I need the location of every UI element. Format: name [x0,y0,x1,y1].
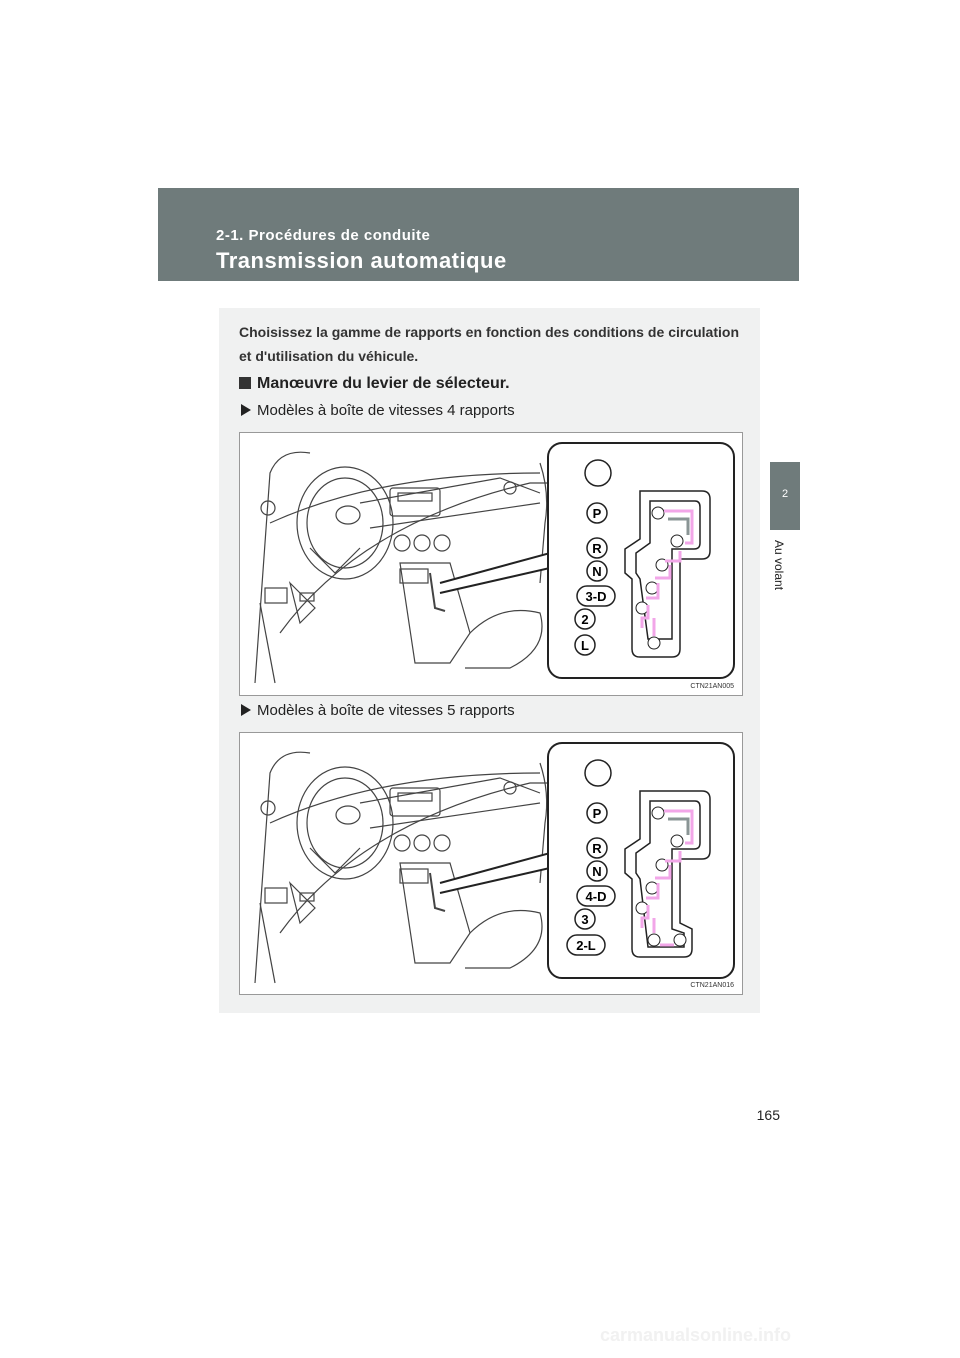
gear-label: N [592,864,602,879]
section-title: 2-1. Procédures de conduite [216,227,431,244]
gear-label: 3 [581,912,589,927]
figure-code: CTN21AN016 [690,982,734,989]
shift-figure-4speed [239,432,743,696]
gear-label: L [581,638,589,653]
page-number: 165 [756,1107,780,1123]
chapter-tab[interactable] [770,462,800,530]
figure-caption-1 [241,402,515,419]
watermark: carmanualsonline.info [600,1325,792,1345]
gear-label: 3-D [585,589,607,604]
gear-label: R [592,841,602,856]
gear-label: P [592,506,602,521]
chapter-label-text: Au volant [772,540,786,591]
figure-code: CTN21AN005 [690,683,734,690]
figure-caption-text: Modèles à boîte de vitesses 4 rapports [257,402,515,419]
gear-label: N [592,564,602,579]
gear-label: 2 [581,612,589,627]
chapter-label [772,540,796,630]
intro-paragraph: Choisissez la gamme de rapports en fonction des conditions de circulation et d'utilisation du véhicule. [239,324,739,364]
section-header [158,188,799,281]
gear-label: 4-D [585,889,607,904]
interior-illustration [240,433,742,695]
subsection-heading [239,375,510,393]
interior-illustration [240,733,742,994]
chapter-number: 2 [781,488,789,500]
gear-label: R [592,541,602,556]
content-panel [219,308,760,1013]
triangle-bullet-icon [241,404,251,416]
figure-caption-text: Modèles à boîte de vitesses 5 rapports [257,702,515,719]
square-bullet-icon [239,377,251,389]
triangle-bullet-icon [241,704,251,716]
subsection-heading-text: Manœuvre du levier de sélecteur. [257,375,510,392]
figure-caption-2 [241,702,515,719]
shift-figure-5speed [239,732,743,995]
gear-label: 2-L [576,938,596,953]
page-title: Transmission automatique [216,248,507,273]
gear-label: P [592,806,602,821]
